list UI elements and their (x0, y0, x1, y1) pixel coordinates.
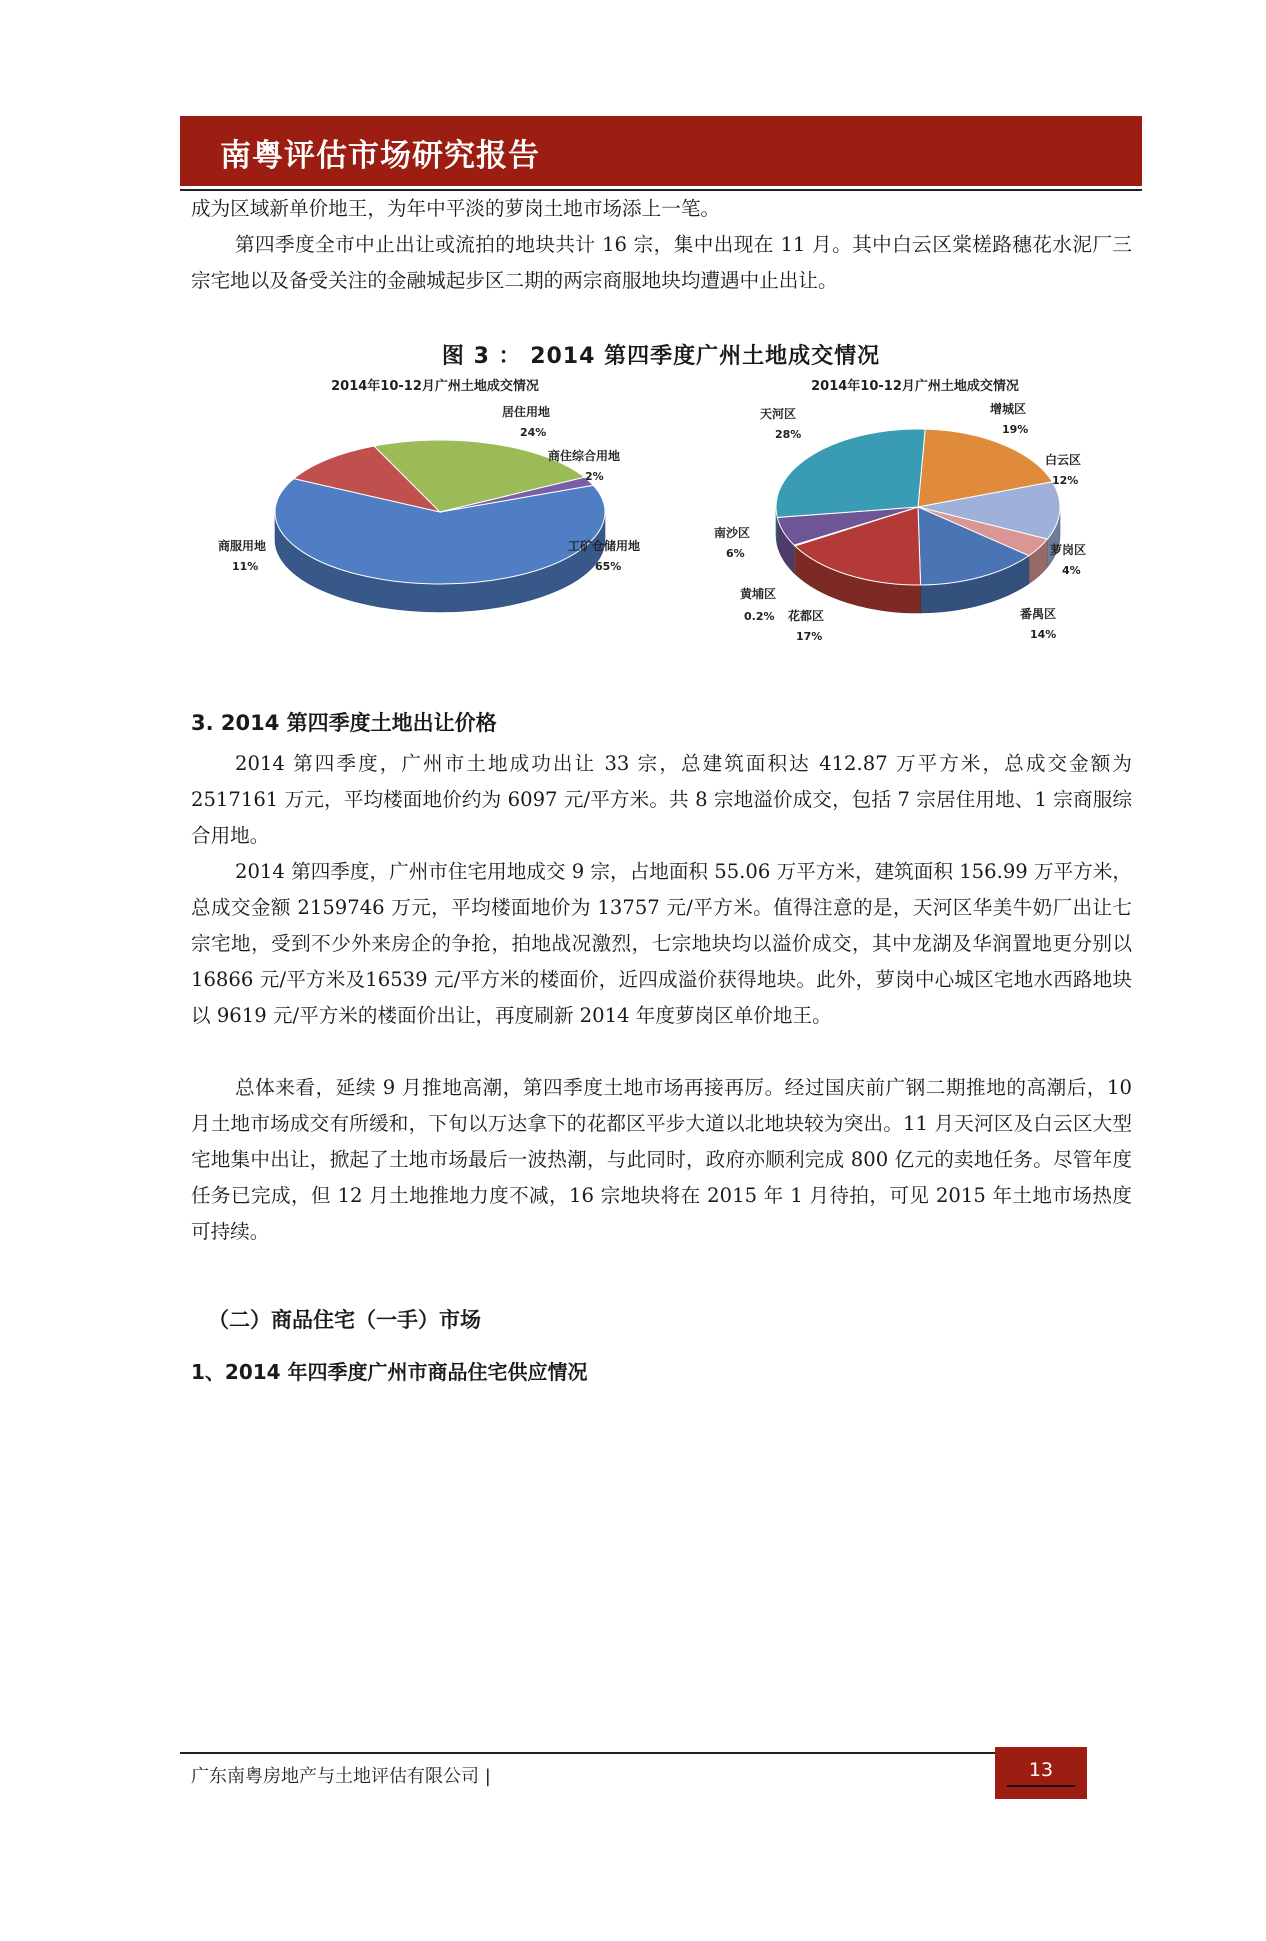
pie-label-category: 增城区 (990, 402, 1027, 416)
subsection-heading-supply: 1、2014 年四季度广州市商品住宅供应情况 (191, 1360, 588, 1384)
pie-label-category: 黄埔区 (740, 587, 777, 601)
pie-label-percent: 12% (1052, 474, 1079, 487)
pie-label-category: 天河区 (760, 407, 797, 421)
pie-label-category: 萝岗区 (1050, 543, 1087, 557)
pie-label-percent: 65% (595, 560, 622, 573)
paragraph-residential-land: 2014 第四季度，广州市住宅用地成交 9 宗，占地面积 55.06 万平方米，建筑面积 156.99 万平方米，总成交金额 2159746 万元，平均楼面地价为 13757 元/平方米。值得注意的是，天河区华美牛奶厂出让七宗宅地，受到不少外来房企的争抢，拍地战况激烈，七宗地块均以溢价成交，其中龙湖及华润置地更分别以16866 元/平方米及16539 元/平方米的楼面价，近四成溢价获得地块。此外，萝岗中心城区宅地水西路地块以 9619 元/平方米的楼面价出让，再度刷新 2014 年度萝岗区单价地王。 (191, 860, 1132, 1027)
pie-label-category: 花都区 (788, 609, 825, 623)
pie-label-percent: 17% (796, 630, 823, 643)
pie-label-percent: 19% (1002, 423, 1029, 436)
pie-label-percent: 4% (1062, 564, 1081, 577)
pie-label-category: 南沙区 (714, 526, 751, 540)
pie-label-category: 商服用地 (218, 539, 267, 553)
page-number-box (995, 1747, 1087, 1799)
section-heading-land-price: 3. 2014 第四季度土地出让价格 (191, 711, 497, 735)
pie-label-category: 白云区 (1045, 453, 1082, 467)
paragraph-continuation: 成为区域新单价地王，为年中平淡的萝岗土地市场添上一笔。 (191, 197, 721, 220)
paragraph-market-overview: 总体来看，延续 9 月推地高潮，第四季度土地市场再接再厉。经过国庆前广钢二期推地的高潮后，10 月土地市场成交有所缓和，下旬以万达拿下的花都区平步大道以北地块较为突出。11 月天河区及白云区大型宅地集中出让，掀起了土地市场最后一波热潮，与此同时，政府亦顺利完成 800 亿元的卖地任务。尽管年度任务已完成，但 12 月土地推地力度不减，16 宗地块将在 2015 年 1 月待拍，可见 2015 年土地市场热度可持续。 (191, 1076, 1132, 1243)
figure-title: 图 3 ： 2014 第四季度广州土地成交情况 (441, 344, 881, 369)
pie-label-category: 工矿仓储用地 (568, 539, 641, 553)
page-number-underline (1007, 1785, 1075, 1787)
paragraph-land-transfer-summary: 2014 第四季度，广州市土地成功出让 33 宗，总建筑面积达 412.87 万平方米，总成交金额为 2517161 万元，平均楼面地价约为 6097 元/平方米。共 8 宗地溢价成交，包括 7 宗居住用地、1 宗商服综合用地。 (191, 752, 1132, 847)
pie-chart-land-use (200, 372, 670, 672)
pie-label-percent: 24% (520, 426, 547, 439)
pie-label-percent: 14% (1030, 628, 1057, 641)
report-title: 南粤评估市场研究报告 (220, 138, 540, 174)
section-heading-residential-market: （二）商品住宅（一手）市场 (208, 1308, 481, 1332)
chart-title: 2014年10-12月广州土地成交情况 (811, 379, 1019, 394)
pie-label-percent: 28% (775, 428, 802, 441)
footer-divider (180, 1752, 995, 1754)
pie-label-category: 商住综合用地 (548, 449, 621, 463)
paragraph-suspended-plots: 第四季度全市中止出让或流拍的地块共计 16 宗，集中出现在 11 月。其中白云区棠槎路穗花水泥厂三宗宅地以及备受关注的金融城起步区二期的两宗商服地块均遭遇中止出让。 (191, 233, 1132, 292)
chart-title: 2014年10-12月广州土地成交情况 (331, 379, 539, 394)
page-number: 13 (1028, 1759, 1054, 1781)
footer-company: 广东南粤房地产与土地评估有限公司 | (191, 1766, 491, 1787)
pie-label-percent: 11% (232, 560, 259, 573)
pie-label-category: 居住用地 (502, 405, 551, 419)
pie-chart-district (700, 372, 1160, 672)
pie-label-percent: 6% (726, 547, 745, 560)
pie-slice (776, 429, 925, 517)
pie-label-percent: 2% (585, 470, 604, 483)
report-header-band (180, 116, 1142, 186)
pie-label-percent: 0.2% (744, 610, 775, 623)
pie-label-category: 番禺区 (1020, 607, 1057, 621)
